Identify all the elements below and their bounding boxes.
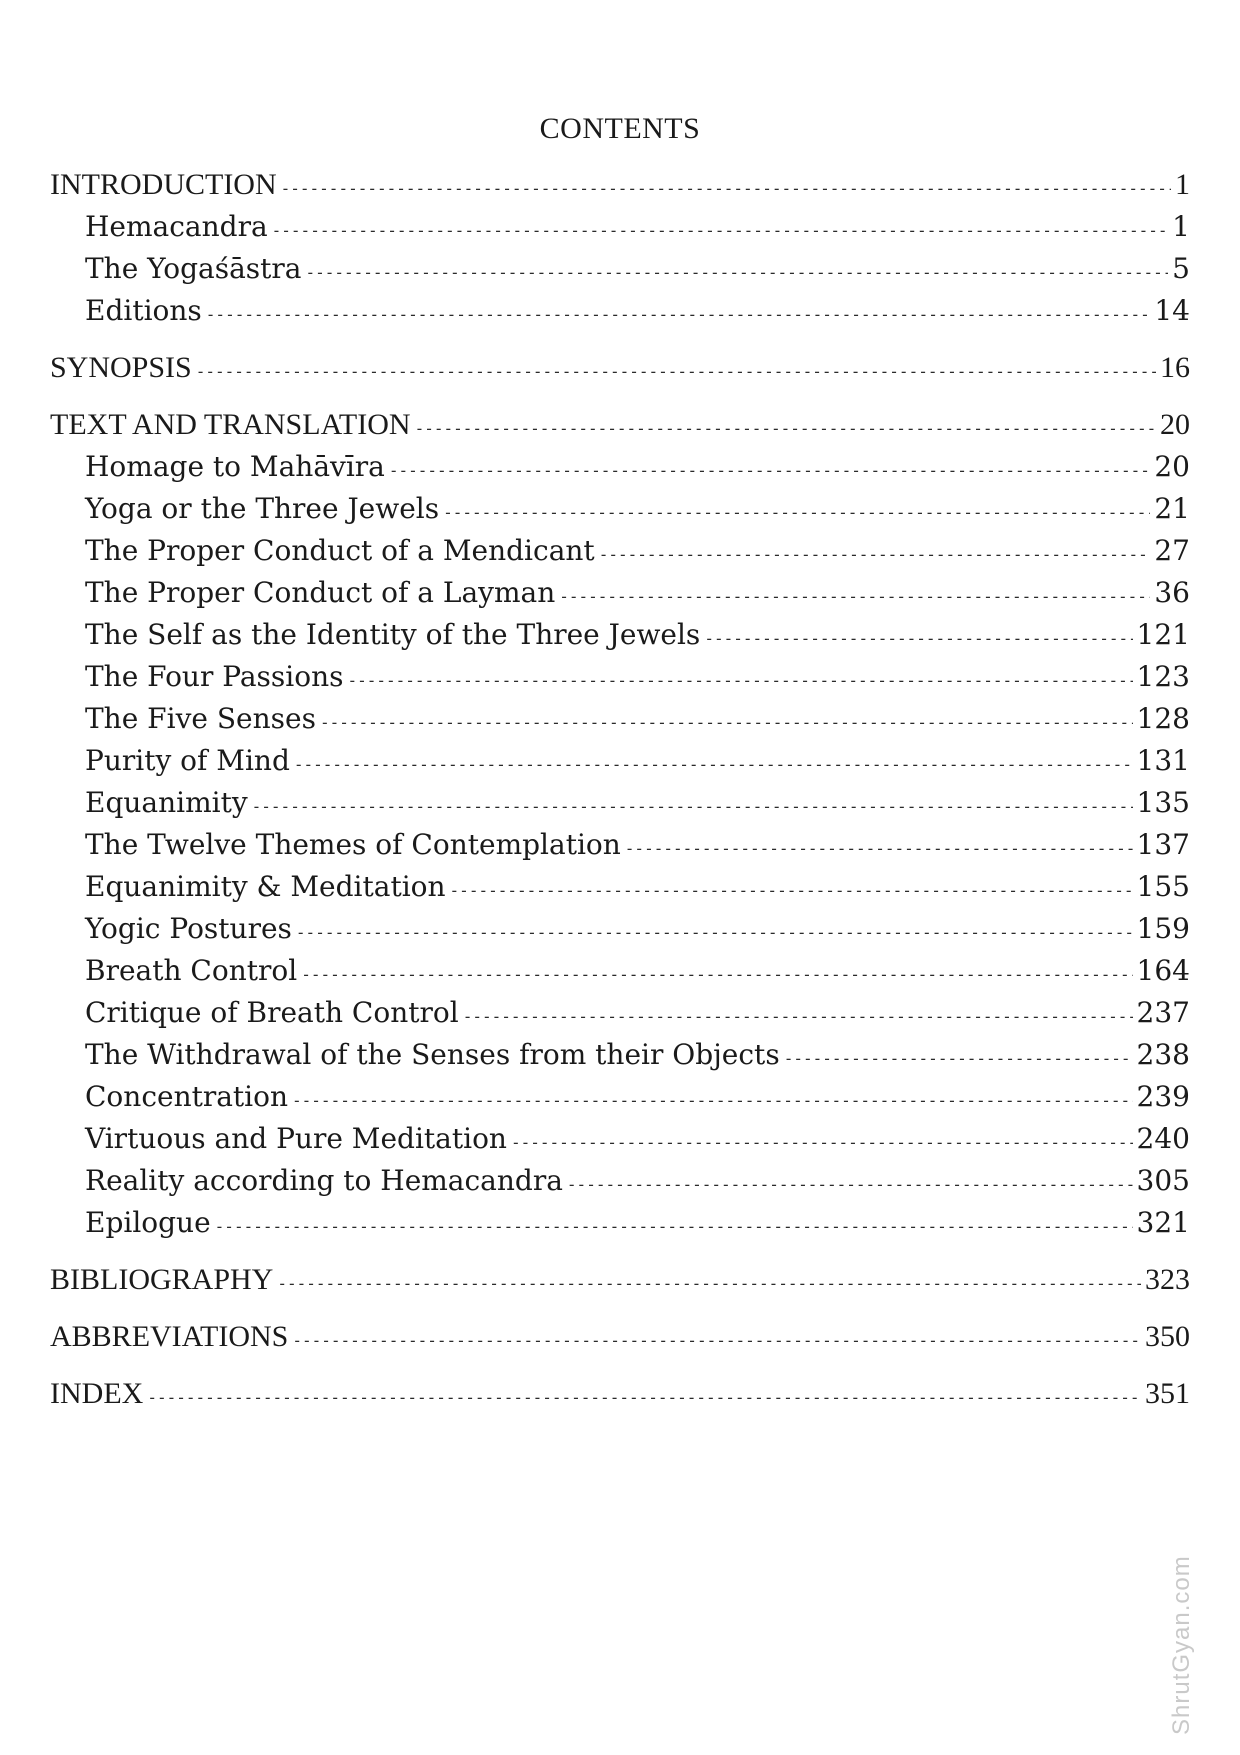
toc-entry-title: The Five Senses bbox=[85, 702, 316, 735]
toc-entry-withdrawal-senses bbox=[50, 1034, 1190, 1076]
toc-entry-equanimity-meditation bbox=[50, 866, 1190, 908]
toc-entry-title: The Proper Conduct of a Mendicant bbox=[85, 534, 595, 567]
toc-entry-concentration bbox=[50, 1076, 1190, 1118]
toc-entry-title: SYNOPSIS bbox=[50, 351, 192, 384]
toc-entry-page: 36 bbox=[1154, 576, 1190, 609]
dot-leader bbox=[305, 252, 1168, 294]
toc-entry-title: Critique of Breath Control bbox=[85, 996, 459, 1029]
toc-entry-page: 5 bbox=[1172, 252, 1190, 285]
dot-leader bbox=[252, 786, 1133, 828]
dot-leader bbox=[147, 1377, 1141, 1419]
toc-entry-page: 305 bbox=[1136, 1164, 1190, 1197]
dot-leader bbox=[292, 1320, 1141, 1362]
toc-entry-title: Reality according to Hemacandra bbox=[85, 1164, 563, 1197]
toc-entry-page: 20 bbox=[1160, 408, 1190, 441]
toc-entry-title: The Withdrawal of the Senses from their Objects bbox=[85, 1038, 780, 1071]
toc-entry-self-identity bbox=[50, 614, 1190, 656]
toc-entry-virtuous-meditation bbox=[50, 1118, 1190, 1160]
toc-entry-page: 240 bbox=[1136, 1122, 1190, 1155]
dot-leader bbox=[292, 1080, 1133, 1122]
toc-entry-equanimity bbox=[50, 782, 1190, 824]
toc-group-synopsis bbox=[50, 347, 1190, 389]
dot-leader bbox=[272, 210, 1169, 252]
toc-entry-bibliography bbox=[50, 1259, 1190, 1301]
toc-entry-page: 131 bbox=[1136, 744, 1190, 777]
toc-entry-breath-control bbox=[50, 950, 1190, 992]
dot-leader bbox=[320, 702, 1133, 744]
toc-entry-title: Breath Control bbox=[85, 954, 298, 987]
toc-entry-page: 123 bbox=[1136, 660, 1190, 693]
toc-entry-page: 164 bbox=[1136, 954, 1190, 987]
dot-leader bbox=[450, 870, 1133, 912]
toc-entry-page: 14 bbox=[1154, 294, 1190, 327]
toc-entry-title: INDEX bbox=[50, 1377, 144, 1410]
dot-leader bbox=[277, 1263, 1141, 1305]
toc-entry-homage bbox=[50, 446, 1190, 488]
toc-entry-editions bbox=[50, 290, 1190, 332]
dot-leader bbox=[301, 954, 1132, 996]
toc-group-bibliography bbox=[50, 1259, 1190, 1301]
toc-entry-introduction bbox=[50, 164, 1190, 206]
toc-entry-layman bbox=[50, 572, 1190, 614]
toc-entry-twelve-themes bbox=[50, 824, 1190, 866]
toc-entry-page: 1 bbox=[1175, 168, 1190, 201]
toc-entry-page: 128 bbox=[1136, 702, 1190, 735]
dot-leader bbox=[196, 351, 1156, 393]
toc-entry-title: Yogic Postures bbox=[85, 912, 292, 945]
dot-leader bbox=[294, 744, 1133, 786]
toc-entry-page: 121 bbox=[1136, 618, 1190, 651]
dot-leader bbox=[567, 1164, 1133, 1206]
toc-entry-page: 323 bbox=[1145, 1263, 1190, 1296]
toc-entry-epilogue bbox=[50, 1202, 1190, 1244]
toc-entry-five-senses bbox=[50, 698, 1190, 740]
toc-entry-page: 155 bbox=[1136, 870, 1190, 903]
dot-leader bbox=[625, 828, 1133, 870]
toc-entry-page: 159 bbox=[1136, 912, 1190, 945]
page-title: CONTENTS bbox=[539, 112, 701, 145]
toc-entry-title: Yoga or the Three Jewels bbox=[85, 492, 440, 525]
toc-group-abbreviations bbox=[50, 1316, 1190, 1358]
toc-entry-title: Epilogue bbox=[85, 1206, 211, 1239]
toc-group-index bbox=[50, 1373, 1190, 1415]
toc-entry-title: Editions bbox=[85, 294, 202, 327]
toc-entry-critique-breath-control bbox=[50, 992, 1190, 1034]
toc-entry-title: Equanimity & Meditation bbox=[85, 870, 446, 903]
dot-leader bbox=[511, 1122, 1133, 1164]
toc-entry-title: Equanimity bbox=[85, 786, 248, 819]
toc-entry-page: 239 bbox=[1136, 1080, 1190, 1113]
toc-entry-text-and-translation bbox=[50, 404, 1190, 446]
toc-entry-page: 137 bbox=[1136, 828, 1190, 861]
toc-entry-yogic-postures bbox=[50, 908, 1190, 950]
dot-leader bbox=[463, 996, 1133, 1038]
toc-entry-mendicant bbox=[50, 530, 1190, 572]
toc-entry-title: Homage to Mahāvīra bbox=[85, 450, 385, 483]
toc-entry-title: The Proper Conduct of a Layman bbox=[85, 576, 556, 609]
toc-entry-page: 321 bbox=[1136, 1206, 1190, 1239]
toc-entry-title: INTRODUCTION bbox=[50, 168, 277, 201]
toc-entry-page: 237 bbox=[1136, 996, 1190, 1029]
toc-entry-page: 21 bbox=[1154, 492, 1190, 525]
dot-leader bbox=[296, 912, 1133, 954]
toc-entry-title: Virtuous and Pure Meditation bbox=[85, 1122, 507, 1155]
toc-entry-title: The Four Passions bbox=[85, 660, 344, 693]
toc-entry-page: 16 bbox=[1160, 351, 1190, 384]
toc-group-introduction bbox=[50, 164, 1190, 332]
toc-entry-purity-of-mind bbox=[50, 740, 1190, 782]
toc-entry-abbreviations bbox=[50, 1316, 1190, 1358]
toc-entry-page: 27 bbox=[1154, 534, 1190, 567]
watermark: ShrutGyan.com bbox=[1168, 1555, 1195, 1735]
dot-leader bbox=[281, 168, 1171, 210]
dot-leader bbox=[389, 450, 1150, 492]
toc-entry-reality bbox=[50, 1160, 1190, 1202]
toc-entry-title: The Yogaśāstra bbox=[85, 252, 302, 285]
toc-group-text-and-translation bbox=[50, 404, 1190, 1244]
toc-entry-title: Concentration bbox=[85, 1080, 289, 1113]
toc-entry-index bbox=[50, 1373, 1190, 1415]
toc-entry-page: 1 bbox=[1172, 210, 1190, 243]
toc-entry-page: 351 bbox=[1145, 1377, 1190, 1410]
toc-entry-title: The Self as the Identity of the Three Jewels bbox=[85, 618, 701, 651]
dot-leader bbox=[599, 534, 1151, 576]
toc-entry-synopsis bbox=[50, 347, 1190, 389]
dot-leader bbox=[704, 618, 1132, 660]
toc-entry-title: TEXT AND TRANSLATION bbox=[50, 408, 411, 441]
toc-entry-page: 350 bbox=[1145, 1320, 1190, 1353]
toc-entry-title: BIBLIOGRAPHY bbox=[50, 1263, 274, 1296]
toc-entry-title: Hemacandra bbox=[85, 210, 268, 243]
dot-leader bbox=[784, 1038, 1133, 1080]
dot-leader bbox=[347, 660, 1132, 702]
toc-entry-title: The Twelve Themes of Contemplation bbox=[85, 828, 621, 861]
toc-entry-page: 238 bbox=[1136, 1038, 1190, 1071]
toc-entry-hemacandra bbox=[50, 206, 1190, 248]
toc-entry-page: 20 bbox=[1154, 450, 1190, 483]
toc-entry-title: Purity of Mind bbox=[85, 744, 290, 777]
dot-leader bbox=[206, 294, 1151, 336]
dot-leader bbox=[559, 576, 1150, 618]
dot-leader bbox=[443, 492, 1150, 534]
dot-leader bbox=[415, 408, 1156, 450]
toc-entry-four-passions bbox=[50, 656, 1190, 698]
toc-entry-page: 135 bbox=[1136, 786, 1190, 819]
toc-entry-title: ABBREVIATIONS bbox=[50, 1320, 289, 1353]
toc-entry-yogasastra bbox=[50, 248, 1190, 290]
dot-leader bbox=[215, 1206, 1133, 1248]
toc-entry-three-jewels bbox=[50, 488, 1190, 530]
table-of-contents bbox=[50, 164, 1190, 1430]
